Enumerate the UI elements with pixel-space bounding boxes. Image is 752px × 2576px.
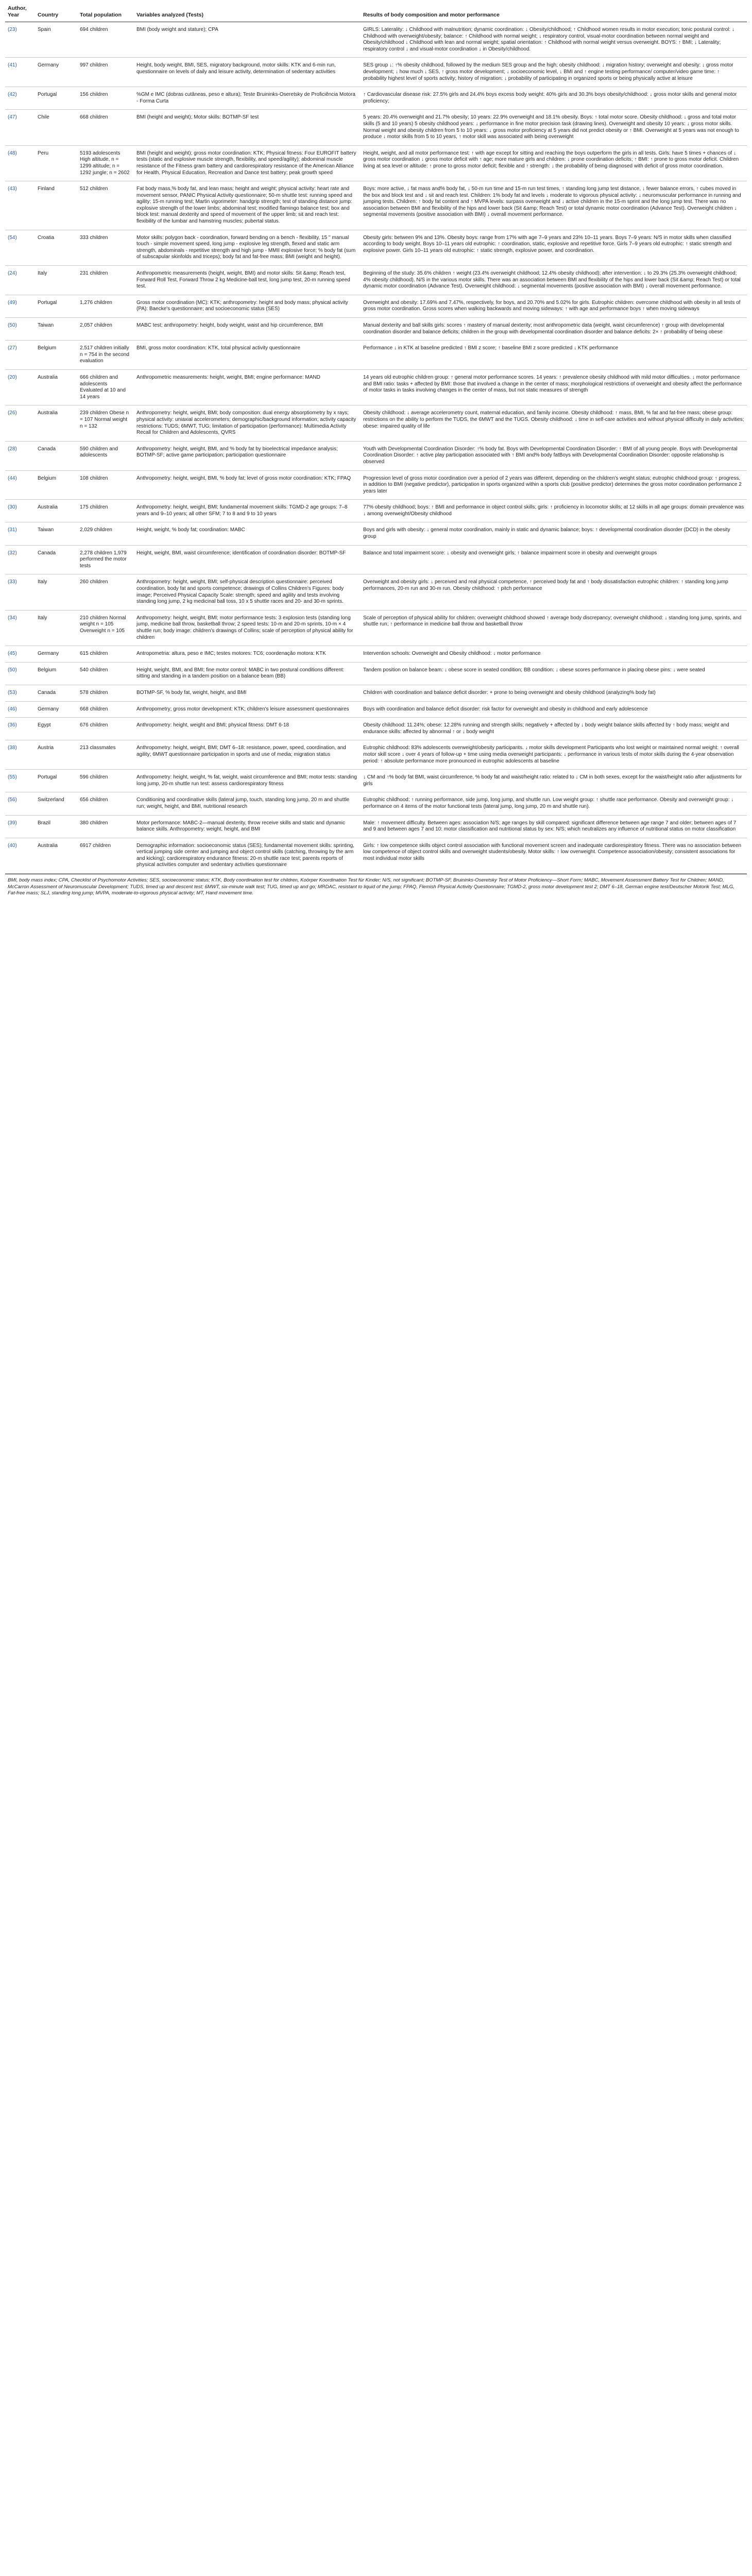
cell-results: Tandem position on balance beam: ↓ obese score in seated condition; BB condition: ↓ obese scores performance in placing obese pins: ↓ were seated	[361, 662, 747, 685]
cell-results: 77% obesity childhood; boys: ↑ BMI and performance in object control skills; girls: ↑ proficiency in locomotor skills; at 12 skills in all age groups: domain prevalence was ↓ among overweight/Obesity childhood	[361, 500, 747, 522]
table-row	[5, 22, 747, 58]
cell-results: Children with coordination and balance deficit disorder: + prone to being overweight and obesity childhood (analyzing% body fat)	[361, 685, 747, 701]
cell-variables: Fat body mass,% body fat, and lean mass; height and weight; physical activity: heart rate and movement sensor, PANIC Physical Activity questionnaire; 50-m shuttle test: running speed and agility; 15-m running test; Martin vigorimeter: handgrip strength; test of standing distance jump: explosive strength of the lower limbs; abdominal test; modified flamingo balance test; box and block test: manual dexterity and speed of movement of the upper limb; sit and reach test: flexibility of the lumbar and hamstring muscles; pubertal status.	[134, 181, 361, 230]
cell-results: Boys and girls with obesity: ↓ general motor coordination, mainly in static and dynamic balance; boys: ↑ developmental coordination disorder (DCD) in the obesity group	[361, 522, 747, 545]
cell-variables: BMI (height and weight); gross motor coordination: KTK; Physical fitness: Four EUROFIT battery tests (static and explosive muscle strength, flexibility, and speed/agility); abdominal muscle resistance of the Fitness gram battery and cardiorespiratory resistance of the American Alliance for Health, Physical Education, Recreation and Dance test battery; peak growth speed	[134, 145, 361, 181]
cell-population: 1,276 children	[77, 295, 134, 317]
cell-results: Obesity girls: between 9% and 13%. Obesity boys: range from 17% with age 7–9 years and 23% 10–11 years. Boys 7–9 years: N/S in motor skills when classified according to body weight. Boys 10–11 years old eutrophic: ↑ coordination, static, explosive and repetitive force. Girls 7–9 years old eutrophic: ↑ static strength and explosive power. Girls 10–11 years old eutrophic: ↑ static strength, explosive power, and coordination.	[361, 230, 747, 265]
cell-country: Finland	[35, 181, 77, 230]
cell-results: Height, weight, and all motor performance test: ↑ with age except for sitting and reaching the boys outperform the girls in all tests. Girls: have 5 times + chances of ↓ gross motor coordination ↓ gross motor deficit with ↑ age; more mature girls and children: ↓ prone coordination deficits; ↑ BMI: ↑ prone to gross motor deficit. Children living at sea level or altitude: ↑ prone to gross motor deficit; flexible and ↑ strength: ↓ the probability of being diagnosed with deficit of gross motor coordination.	[361, 145, 747, 181]
header-variables: Variables analyzed (Tests)	[134, 3, 361, 22]
table-row	[5, 740, 747, 770]
cell-author-year[interactable]: (28)	[5, 441, 35, 470]
cell-population: 2,278 children 1,979 performed the motor tests	[77, 545, 134, 574]
cell-results: 14 years old eutrophic children group: ↑ general motor performance scores. 14 years: ↑ prevalence obesity childhood with mild motor difficulties. ↓ motor performance and BMI ratio: tasks + affected by BMI: those that involved a change in the center of mass; morphological restrictions of overweight and obesity affect the performance of motor tasks in tasks involving changes in the center of mass, but not static measures of strength	[361, 369, 747, 405]
cell-results: Eutrophic childhood: 83% adolescents overweight/obesity participants. ↓ motor skills development Participants who lost weight or maintained normal weight: ↑ overall motor skill score ↓ over 4 years of follow-up + time using media overweight participants: ↓ performance in various tests of motor skills during the 4-year observation period: ↑ absolute performance more pronounced in eutrophic adolescents at baseline	[361, 740, 747, 770]
cell-country: Australia	[35, 405, 77, 441]
header-author-year: Author, Year	[5, 3, 35, 22]
cell-variables: Gross motor coordination (MC): KTK; anthropometry: height and body mass; physical activity (PA): Baecke's questionnaire; and socioeconomic status (SES)	[134, 295, 361, 317]
cell-results: 5 years: 20.4% overweight and 21.7% obesity; 10 years: 22.9% overweight and 18.1% obesity. Boys: ↑ total motor score. Obesity childhood: ↓ gross and total motor skills (5 and 10 years) 5 obesity childhood years: ↓ performance in fine motor precision task (drawing lines). Overweight and obesity 10 years: ↓ gross motor skills. Normal weight and obesity children from 5 to 10 years: ↓ gross motor proficiency at 5 years did not predict obesity or ↑ BMI. Overweight at 5 years was not enough to produce ↓ motor skills from 5 to 10 years, ↑ motor skill was associated with being overweight	[361, 110, 747, 145]
cell-author-year[interactable]: (38)	[5, 740, 35, 770]
cell-author-year[interactable]: (48)	[5, 145, 35, 181]
cell-author-year[interactable]: (50)	[5, 662, 35, 685]
table-row	[5, 110, 747, 145]
cell-country: Peru	[35, 145, 77, 181]
table-header-row	[5, 3, 747, 22]
cell-country: Canada	[35, 441, 77, 470]
cell-variables: BOTMP-SF, % body fat, weight, height, and BMI	[134, 685, 361, 701]
table-row	[5, 266, 747, 295]
cell-author-year[interactable]: (44)	[5, 470, 35, 500]
cell-results: Overweight and obesity: 17.69% and 7.47%, respectively, for boys, and 20.70% and 5.02% for girls. Eutrophic children: overcome childhood with obesity in all tests of gross motor coordination. Gross scores when walking backwards and moving sideways: ↑ with age and performance boys ↑ when moving sideways	[361, 295, 747, 317]
cell-results: Girls: ↑ low competence skills object control association with functional movement screen and inadequate cardiorespiratory fitness. There was no association between low competence of object control skills and overweight students/obesity. Motor skills: ↑ low overweight. Competence association/obesity; consistent associations for most individual motor skills	[361, 838, 747, 873]
table-row	[5, 318, 747, 341]
cell-results: Progression level of gross motor coordination over a period of 2 years was different, depending on the children's weight status; eutrophic childhood group: ↑ progress, in addition to BMI (negative predictor), participation in sports organized within a sports club (positive predictor) determines the gross motor coordination performance 2 years later	[361, 470, 747, 500]
cell-author-year[interactable]: (40)	[5, 838, 35, 873]
table-row	[5, 145, 747, 181]
cell-population: 596 children	[77, 770, 134, 792]
cell-country: Switzerland	[35, 792, 77, 815]
cell-author-year[interactable]: (55)	[5, 770, 35, 792]
header-results: Results of body composition and motor performance	[361, 3, 747, 22]
cell-author-year[interactable]: (56)	[5, 792, 35, 815]
cell-population: 2,029 children	[77, 522, 134, 545]
cell-variables: Anthropometric measurements: height, weight, BMI; engine performance: MAND	[134, 369, 361, 405]
cell-population: 108 children	[77, 470, 134, 500]
cell-author-year[interactable]: (50)	[5, 318, 35, 341]
cell-population: 2,517 children initially n = 754 in the second evaluation	[77, 341, 134, 370]
table-row	[5, 230, 747, 265]
table-row	[5, 545, 747, 574]
cell-population: 590 children and adolescents	[77, 441, 134, 470]
cell-variables: Height, weight, % body fat; coordination: MABC	[134, 522, 361, 545]
cell-variables: Demographic information: socioeconomic status (SES); fundamental movement skills: sprinting, vertical jumping side center and jumping and object control skills (catching, throwing by the arm and kicking); cardiorespiratory endurance fitness: 20-m shuttle race test; parents reports of physical activities computer and sedentary activities questionnaire	[134, 838, 361, 873]
cell-population: 2,057 children	[77, 318, 134, 341]
cell-variables: Height, body weight, BMI, SES, migratory background, motor skills: KTK and 6-min run, questionnaire on levels of daily and leisure activity, determination of sedentary activities	[134, 58, 361, 87]
cell-results: Overweight and obesity girls: ↓ perceived and real physical competence, ↑ perceived body fat and ↑ body dissatisfaction eutrophic children: ↑ standing long jump performances, 20-m run and 30-m run. Obesity childhood: ↑ pitch performance	[361, 574, 747, 610]
table-footnote: BMI, body mass index; CPA, Checklist of Psychomotor Activities; SES, socioeconomic status; KTK, Body coordination test for children, Koörper Koordination Test für Kinder; N/S, not significant; BOTMP-SF, Bruininks-Oseretsky Test of Motor Proficiency—Short Form; MABC, Movement Assessment Battery Test for Children; MAND, McCarron Assessment of Neuromuscular Development; TUDS, timed up and descent test; 6MWT, six-minute walk test; TUG, timed up and go; MRDAC, resistant to liquid of the jump; FPAQ, Flemish Physical Activity Questionnaire; TGMD-2, gross motor development test 2; DMT 6–18, German engine test/Deutscher Motorik Test; MLG, Fat-free mass; SLJ, standing long jump; MVPA, moderate-to-vigorous physical activity; MT, Hand movement time.	[5, 874, 747, 902]
cell-author-year[interactable]: (39)	[5, 815, 35, 838]
cell-variables: BMI, gross motor coordination: KTK, total physical activity questionnaire	[134, 341, 361, 370]
cell-population: 239 children Obese n = 107 Normal weight n = 132	[77, 405, 134, 441]
cell-author-year[interactable]: (41)	[5, 58, 35, 87]
table-row	[5, 815, 747, 838]
cell-country: Egypt	[35, 718, 77, 740]
cell-population: 997 children	[77, 58, 134, 87]
table-row	[5, 500, 747, 522]
cell-results: Youth with Developmental Coordination Disorder: ↑% body fat. Boys with Developmental Coordination Disorder: ↑ BMI of all young people. Boys with Developmental Coordination Disorder: ↑ active play participation associated with ↑ BMI and% body fatBoys with Developmental Coordination Disorder: opposite relationship is observed	[361, 441, 747, 470]
cell-variables: Antropometria: altura, peso e IMC; testes motores: TC6; coordenação motora: KTK	[134, 646, 361, 663]
cell-results: Male: ↑ movement difficulty. Between ages: association N/S; age ranges by skill compared: significant difference between age range 7 and older; between ages of 7 and 9 and between ages 7 and 10: motor classification and nutritional status by sex: N/S; which neutralizes any influence of nutritional status on motor classification	[361, 815, 747, 838]
table-row	[5, 470, 747, 500]
cell-author-year[interactable]: (53)	[5, 685, 35, 701]
cell-country: Belgium	[35, 470, 77, 500]
cell-country: Croatia	[35, 230, 77, 265]
cell-variables: Anthropometry: height, weight, BMI, and % body fat by bioelectrical impedance analysis; BOTMP-SF; active game participation; participation questionnaire	[134, 441, 361, 470]
cell-country: Taiwan	[35, 522, 77, 545]
table-row	[5, 181, 747, 230]
cell-population: 656 children	[77, 792, 134, 815]
cell-country: Germany	[35, 646, 77, 663]
cell-population: 615 children	[77, 646, 134, 663]
header-population: Total population	[77, 3, 134, 22]
cell-results: GIRLS: Laterality: ↓ Childhood with malnutrition; dynamic coordination: ↓ Obesity/childhood; ↑ Childhood women results in motor execution; tonic postural control: ↓ Childhood with overweight/obesity; balance: ↑ Childhood with normal weight; ↓ respiratory control, visual-motor coordination between normal weight and Obesity/childhood ↓ Childhood with lean and normal weight; spatial orientation: ↑ Childhood with normal weight versus overweight. BOYS: ↑ BMI; ↓ Laterality; respiratory control ↓ and visual-motor coordination ↓ in Obesity/childhood.	[361, 22, 747, 58]
table-row	[5, 87, 747, 110]
cell-author-year[interactable]: (46)	[5, 701, 35, 718]
cell-variables: Anthropometry; gross motor development: KTK; children's leisure assessment questionnaires	[134, 701, 361, 718]
cell-variables: Anthropometry: height, weight, BMI, % body fat; level of gross motor coordination: KTK; FPAQ	[134, 470, 361, 500]
cell-population: 512 children	[77, 181, 134, 230]
cell-variables: Anthropometry: height, weight and BMI; physical fitness: DMT 6-18	[134, 718, 361, 740]
cell-country: Brazil	[35, 815, 77, 838]
cell-population: 540 children	[77, 662, 134, 685]
cell-population: 213 classmates	[77, 740, 134, 770]
cell-author-year[interactable]: (54)	[5, 230, 35, 265]
cell-author-year[interactable]: (43)	[5, 181, 35, 230]
table-row	[5, 685, 747, 701]
cell-author-year[interactable]: (49)	[5, 295, 35, 317]
table-row	[5, 574, 747, 610]
cell-results: Balance and total impairment score: ↓ obesity and overweight girls; ↑ balance impairment score in obesity and overweight groups	[361, 545, 747, 574]
cell-population: 175 children	[77, 500, 134, 522]
cell-variables: Conditioning and coordinative skills (lateral jump, touch, standing long jump, 20 m and shuttle run; weight, height, and BMI, nutritional research	[134, 792, 361, 815]
cell-results: Obesity childhood: 11.24%; obese: 12.28% running and strength skills; negatively + affected by ↓ body weight balance skills affected by ↑ body mass; weight and endurance skills: affected by abnormal ↑ or ↓ body weight	[361, 718, 747, 740]
cell-country: Portugal	[35, 87, 77, 110]
table-row	[5, 369, 747, 405]
cell-results: ↑ Cardiovascular disease risk: 27.5% girls and 24.4% boys excess body weight: 40% girls and 30.3% boys obesity/childhood: ↓ gross motor skills and general motor proficiency;	[361, 87, 747, 110]
header-country: Country	[35, 3, 77, 22]
cell-country: Belgium	[35, 341, 77, 370]
cell-population: 260 children	[77, 574, 134, 610]
cell-results: Boys with coordination and balance deficit disorder: risk factor for overweight and obesity in childhood and early adolescence	[361, 701, 747, 718]
cell-population: 578 children	[77, 685, 134, 701]
cell-variables: Height, weight, BMI, and BMI; fine motor control: MABC in two postural conditions different: sitting and standing in a tandem position on a balance beam (BB)	[134, 662, 361, 685]
cell-variables: Height, weight, BMI, waist circumference; identification of coordination disorder: BOTMP-SF	[134, 545, 361, 574]
cell-author-year[interactable]: (45)	[5, 646, 35, 663]
cell-country: Canada	[35, 685, 77, 701]
cell-population: 6917 children	[77, 838, 134, 873]
cell-results: Beginning of the study: 35.6% children ↑ weight (23.4% overweight childhood; 12.4% obesity childhood); after intervention: ↓ to 29.3% (25.3% overweight childhood; 4% obesity childhood). N/S in the various motor skills. There was an association between BMI and flexibility of the hips and lower back (Sit &amp; Reach Test) or total dynamic motor coordination (Advance Test). Overweight childhood: ↓ segmental movements (positive association with BMI) ↓ overall movement performance.	[361, 266, 747, 295]
cell-country: Portugal	[35, 770, 77, 792]
cell-author-year[interactable]: (47)	[5, 110, 35, 145]
cell-variables: BMI (body weight and stature); CPA	[134, 22, 361, 58]
table-row	[5, 295, 747, 317]
cell-population: 668 children	[77, 110, 134, 145]
cell-author-year[interactable]: (32)	[5, 545, 35, 574]
cell-population: 668 children	[77, 701, 134, 718]
cell-author-year[interactable]: (20)	[5, 369, 35, 405]
cell-author-year[interactable]: (31)	[5, 522, 35, 545]
table-row	[5, 58, 747, 87]
table-row	[5, 405, 747, 441]
cell-country: Chile	[35, 110, 77, 145]
cell-author-year[interactable]: (23)	[5, 22, 35, 58]
cell-population: 231 children	[77, 266, 134, 295]
table-row	[5, 718, 747, 740]
cell-population: 156 children	[77, 87, 134, 110]
table-row	[5, 610, 747, 646]
cell-population: 5193 adolescents High altitude, n = 1299 altitude; n = 1292 jungle; n = 2602	[77, 145, 134, 181]
cell-population: 380 children	[77, 815, 134, 838]
cell-variables: Anthropometry: height, weight, % fat, weight, waist circumference and BMI; motor tests: standing long jump, 20-m shuttle run test: assess cardiorespiratory fitness	[134, 770, 361, 792]
cell-country: Canada	[35, 545, 77, 574]
cell-author-year[interactable]: (24)	[5, 266, 35, 295]
table-row	[5, 341, 747, 370]
cell-country: Spain	[35, 22, 77, 58]
cell-country: Germany	[35, 58, 77, 87]
cell-variables: MABC test; anthropometry: height, body weight, waist and hip circumference, BMI	[134, 318, 361, 341]
cell-variables: Anthropometric measurements (height, weight, BMI) and motor skills: Sit &amp; Reach test, Forward Roll Test, Forward Throw 2 kg Medicine-ball test, long jump test, 20-m running speed test.	[134, 266, 361, 295]
cell-country: Italy	[35, 610, 77, 646]
cell-population: 676 children	[77, 718, 134, 740]
cell-variables: Motor skills: polygon back - coordination, forward bending on a bench - flexibility, 15 '' manual touch - simple movement speed, long jump - explosive leg strength, flexed and static arm strength, abdominals - repetitive strength and high jump - MMII explosive force; % body fat (sum of subscapular skinfolds and triceps); body fat and fat-free mass; BMI (weight and height).	[134, 230, 361, 265]
cell-results: Manual dexterity and ball skills girls: scores ↑ mastery of manual dexterity; most anthropometric data (weight, waist circumference) ↑ group with developmental coordination disorder and balance deficits; children in the group with developmental coordination disorder and balance deficits: 2× ↑ probability of being obese	[361, 318, 747, 341]
cell-country: Taiwan	[35, 318, 77, 341]
cell-variables: BMI (height and weight); Motor skills: BOTMP-SF test	[134, 110, 361, 145]
cell-variables: Anthropometry: height, weight, BMI; DMT 6–18: resistance, power, speed, coordination, and agility; 6MWT questionnaire participation in sports and use of media; migration status	[134, 740, 361, 770]
cell-results: Scale of perception of physical ability for children: overweight childhood showed ↑ average body discrepancy; overweight childhood: ↓ standing long jump, sprints, and shuttle run; ↑ performance in medicine ball throw and basketball throw	[361, 610, 747, 646]
cell-variables: Anthropometry: height, weight, BMI; motor performance tests: 3 explosion tests (standing long jump, medicine ball throw, basketball throw; 2 speed tests: 10-m and 20-m sprints, 10-m × 4 shuttle run; body image: children's drawings of Collins; scale of perception of physical ability for children	[134, 610, 361, 646]
table-row	[5, 701, 747, 718]
table-body	[5, 22, 747, 874]
cell-variables: Anthropometry: height, weight, BMI; body composition: dual energy absorptiometry by x rays; physical activity: uniaxial accelerometers; demographic/background information; activity capacity restrictions: TUDS; 6MWT, TUG; limitation of participation (performance): Multimedia Activity Recall for Children and Adolescents, QVRS	[134, 405, 361, 441]
table-row	[5, 441, 747, 470]
table-row	[5, 646, 747, 663]
table-row	[5, 522, 747, 545]
table-row	[5, 792, 747, 815]
cell-author-year[interactable]: (30)	[5, 500, 35, 522]
cell-country: Belgium	[35, 662, 77, 685]
cell-variables: Anthropometry: height, weight, BMI; self-physical description questionnaire: perceived coordination, body fat and sports competence; drawings of Collins Children's Figures: body image; Perceived Physical Capacity Scale: strength; speed and agility and tests involving standing long jump, 2 kg medicinal ball toss, 10 x 5 shuttle races and 20- and 30-m sprints.	[134, 574, 361, 610]
cell-variables: %GM e IMC (dobras cutâneas, peso e altura); Teste Bruininks-Oseretsky de Proficiência Motora - Forma Curta	[134, 87, 361, 110]
cell-results: Intervention schools: Overweight and Obesity childhood: ↓ motor performance	[361, 646, 747, 663]
cell-author-year[interactable]: (27)	[5, 341, 35, 370]
cell-author-year[interactable]: (42)	[5, 87, 35, 110]
table-row	[5, 770, 747, 792]
cell-results: Eutrophic childhood: ↑ running performance, side jump, long jump, and shuttle run. Low weight group: ↑ shuttle race performance. Obesity and overweight group: ↓ performance on 4 items of the motor functional tests (lateral jump, long jump, 20 m and shuttle run).	[361, 792, 747, 815]
cell-country: Australia	[35, 369, 77, 405]
cell-variables: Motor performance: MABC-2—manual dexterity, throw receive skills and static and dynamic balance skills. Anthropometry: weight, height, and BMI	[134, 815, 361, 838]
cell-country: Italy	[35, 574, 77, 610]
cell-results: Obesity childhood: ↓ average accelerometry count, maternal education, and family income. Obesity childhood: ↑ mass, BMI, % fat and fat-free mass; obese group: restrictions on the ability to perform the TUDS, the 6MWT and the TUGS. Obesity childhood: ↓ time in self-care activities and without physical difficulty in daily activities; obese: impaired quality of life	[361, 405, 747, 441]
table-container	[5, 0, 747, 902]
cell-country: Italy	[35, 266, 77, 295]
studies-table	[5, 3, 747, 874]
cell-population: 666 children and adolescents Evaluated at 10 and 14 years	[77, 369, 134, 405]
cell-results: SES group ↓: ↑% obesity childhood, followed by the medium SES group and the high; obesity childhood: ↓ migration history; overweight and obesity: ↓ gross motor development; ↓ how much ↓ SES, ↑ gross motor development; ↓ socioeconomic level, ↓ BMI and ↑ engine testing performance/ computer/video game time: ↑ probability highest level of sports activity; history of migration: ↓ probability of participating in organized sports or being physically active at leisure	[361, 58, 747, 87]
cell-results: Performance ↓ in KTK at baseline predicted ↑ BMI z score; ↑ baseline BMI z score predicted ↓ KTK performance	[361, 341, 747, 370]
cell-author-year[interactable]: (33)	[5, 574, 35, 610]
table-row	[5, 662, 747, 685]
cell-results: ↓ CM and ↑% body fat BMI, waist circumference, % body fat and waist/height ratio: related to ↓ CM in both sexes, except for the waist/height ratio after adjustments for girls	[361, 770, 747, 792]
cell-country: Austria	[35, 740, 77, 770]
cell-author-year[interactable]: (36)	[5, 718, 35, 740]
cell-country: Portugal	[35, 295, 77, 317]
table-row	[5, 838, 747, 873]
cell-variables: Anthropometry: height, weight, BMI; fundamental movement skills: TGMD-2 age groups: 7–8 years and 9–10 years; all other SFM; 7 to 8 and 9 to 10 years	[134, 500, 361, 522]
cell-country: Australia	[35, 838, 77, 873]
cell-population: 694 children	[77, 22, 134, 58]
cell-country: Australia	[35, 500, 77, 522]
cell-author-year[interactable]: (34)	[5, 610, 35, 646]
cell-author-year[interactable]: (26)	[5, 405, 35, 441]
cell-country: Germany	[35, 701, 77, 718]
cell-population: 333 children	[77, 230, 134, 265]
cell-results: Boys: more active, ↓ fat mass and% body fat, ↓ 50-m run time and 15-m run test times, ↑ standing long jump test distance, ↓ fewer balance errors, ↑ cubes moved in the box and block test and ↓ sit and reach test. Children: 1% body fat and levels ↓ moderate to vigorous physical activity: ↓ neuromuscular performance in running and jumping tests. Children: ↑ body fat content and ↑ MVPA levels: surpass overweight and ↓ active children in the 15-m sprint and the long jump test. There was no association between BMI and flexibility of the hips and lower back (Sit &amp; Reach Test) or total dynamic motor coordination (Advance Test). Overweight children ↓ segmental movements (positive association with BMI) ↓ overall movement performance.	[361, 181, 747, 230]
cell-population: 210 children Normal weight n = 105 Overweight n = 105	[77, 610, 134, 646]
